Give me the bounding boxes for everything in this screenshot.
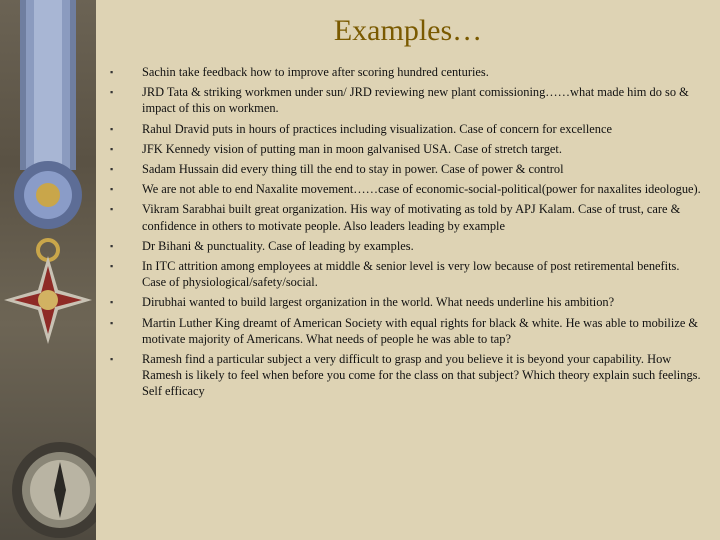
bullet-item xyxy=(110,181,706,197)
bullet-marker: ▪ xyxy=(110,164,114,175)
bullet-item xyxy=(110,238,706,254)
bullet-item xyxy=(110,294,706,310)
bullet-list xyxy=(110,64,706,404)
bullet-marker: ▪ xyxy=(110,123,114,134)
bullet-item xyxy=(110,161,706,177)
bullet-marker: ▪ xyxy=(110,354,114,365)
bullet-item xyxy=(110,315,706,347)
bullet-item xyxy=(110,201,706,233)
bullet-marker: ▪ xyxy=(110,67,114,77)
bullet-text: Dr Bihani & punctuality. Case of leading by examples. xyxy=(142,238,414,253)
bullet-text: Vikram Sarabhai built great organization. His way of motivating as told by APJ Kalam. Case of trust, care & confidence in others to motivate people. Also leaders leading by example xyxy=(142,202,681,233)
bullet-text: Dirubhai wanted to build largest organization in the world. What needs underline his ambition? xyxy=(142,295,615,310)
bullet-item xyxy=(110,351,706,400)
bullet-text: Rahul Dravid puts in hours of practices including visualization. Case of concern for excellence xyxy=(142,121,613,136)
bullet-text: JRD Tata & striking workmen under sun/ JRD reviewing new plant comissioning……what made him do so & impact of this on workmen. xyxy=(142,85,689,116)
bullet-item xyxy=(110,141,706,157)
bullet-marker: ▪ xyxy=(110,204,114,215)
bullet-item xyxy=(110,121,706,137)
bullet-text: In ITC attrition among employees at middle & senior level is very low because of post retiremental benefits. Case of physiological/safety/social. xyxy=(142,259,680,290)
bullet-item xyxy=(110,258,706,290)
medal-illustration xyxy=(0,0,96,540)
bullet-text: Ramesh find a particular subject a very difficult to grasp and you believe it is beyond your capability. How Ramesh is likely to feel when before you come for the class on that subject? Which theory explain such feelings. Self efficacy xyxy=(142,352,701,399)
bullet-marker: ▪ xyxy=(110,297,114,308)
bullet-text: Sadam Hussain did every thing till the end to stay in power. Case of power & control xyxy=(142,162,564,177)
bullet-marker: ▪ xyxy=(110,261,114,272)
bullet-text: We are not able to end Naxalite movement……case of economic-social-political(power for naxalites ideologue). xyxy=(142,182,701,197)
slide-title: Examples… xyxy=(333,14,483,47)
bullet-item xyxy=(110,64,706,80)
decorative-medal-compass-image xyxy=(0,0,96,540)
bullet-marker: ▪ xyxy=(110,143,114,154)
bullet-marker: ▪ xyxy=(110,87,114,98)
bullet-marker: ▪ xyxy=(110,184,114,195)
bullet-marker: ▪ xyxy=(110,317,114,328)
bullet-text: Sachin take feedback how to improve after scoring hundred centuries. xyxy=(142,65,489,79)
bullet-text: Martin Luther King dreamt of American Society with equal rights for black & white. He was able to mobilize & motivate majority of Americans. What needs of people he was able to tap? xyxy=(142,315,699,346)
bullet-item xyxy=(110,84,706,116)
bullet-text: JFK Kennedy vision of putting man in moon galvanised USA. Case of stretch target. xyxy=(142,141,562,156)
bullet-marker: ▪ xyxy=(110,240,114,251)
